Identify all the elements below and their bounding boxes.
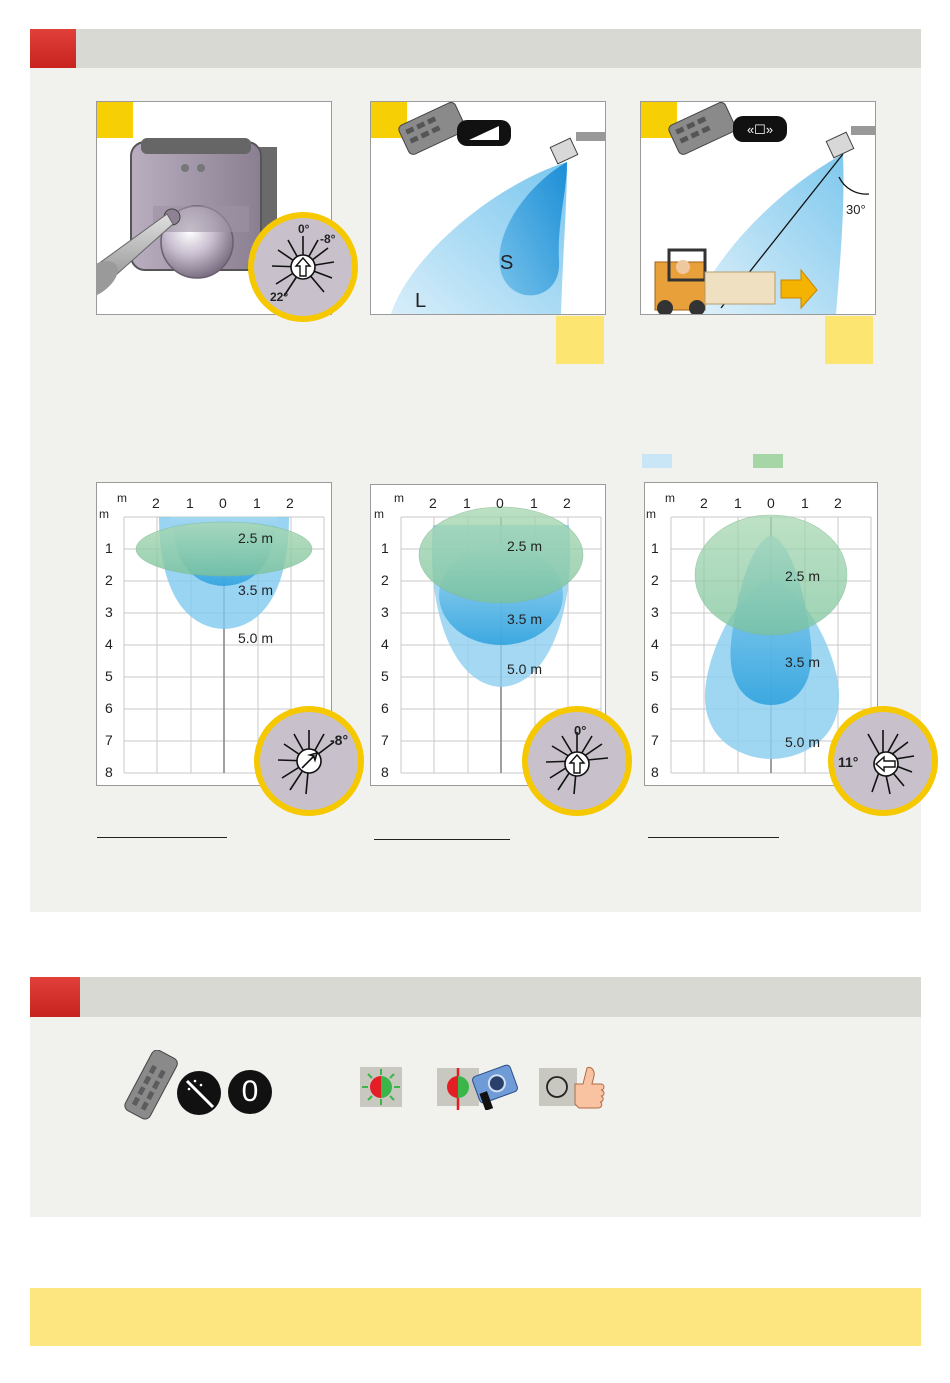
x-tick: 2 xyxy=(700,495,708,511)
legend-swatch-green xyxy=(753,454,783,468)
chart-unit-x: m xyxy=(117,491,127,505)
x-tick: 2 xyxy=(834,495,842,511)
y-tick: 8 xyxy=(651,764,659,780)
magic-wand-icon xyxy=(177,1071,221,1115)
section-1-header xyxy=(30,29,921,68)
svg-text:«☐»: «☐» xyxy=(746,122,774,137)
y-tick: 4 xyxy=(651,636,659,652)
led-blink-icon xyxy=(360,1067,402,1107)
zone-label: 3.5 m xyxy=(238,582,274,598)
section-2-header xyxy=(30,977,921,1017)
x-tick: 1 xyxy=(186,495,194,511)
legend-swatch-blue xyxy=(642,454,672,468)
dial-label: 0° xyxy=(574,723,587,738)
y-tick: 1 xyxy=(381,540,389,556)
thumbs-up-icon xyxy=(539,1062,607,1112)
y-tick: 3 xyxy=(381,604,389,620)
x-tick: 2 xyxy=(152,495,160,511)
y-tick: 7 xyxy=(381,732,389,748)
x-tick: 0 xyxy=(496,495,504,511)
dial-panel-1 xyxy=(248,212,358,322)
x-tick: 1 xyxy=(463,495,471,511)
underline xyxy=(97,837,227,838)
y-tick: 2 xyxy=(105,572,113,588)
chart-unit-x: m xyxy=(394,491,404,505)
dial-chart-2 xyxy=(522,706,632,816)
x-tick: 1 xyxy=(253,495,261,511)
zone-label-l: L xyxy=(415,290,427,312)
zone-label: 2.5 m xyxy=(785,568,821,584)
chart-unit-y: m xyxy=(646,507,656,521)
y-tick: 7 xyxy=(651,732,659,748)
y-tick: 4 xyxy=(105,636,113,652)
underline xyxy=(648,837,779,838)
panel-forklift-detection xyxy=(640,101,876,315)
y-tick: 3 xyxy=(651,604,659,620)
section-1-header-accent xyxy=(30,29,76,68)
x-tick: 1 xyxy=(530,495,538,511)
dial-top-label: 0° xyxy=(298,222,310,236)
x-tick: 0 xyxy=(219,495,227,511)
y-tick: 6 xyxy=(381,700,389,716)
underline xyxy=(374,839,510,840)
dial-right-label: -8° xyxy=(320,232,336,246)
x-tick: 1 xyxy=(801,495,809,511)
y-tick: 8 xyxy=(105,764,113,780)
chart-unit-y: m xyxy=(99,507,109,521)
y-tick: 6 xyxy=(651,700,659,716)
y-tick: 3 xyxy=(105,604,113,620)
range-illustration xyxy=(371,102,605,314)
zone-label-s: S xyxy=(500,252,514,274)
zone-label: 3.5 m xyxy=(785,654,821,670)
y-tick: 6 xyxy=(105,700,113,716)
chart-unit-y: m xyxy=(374,507,384,521)
zone-label: 2.5 m xyxy=(507,538,543,554)
y-tick: 1 xyxy=(651,540,659,556)
forklift-illustration xyxy=(641,102,875,314)
x-tick: 2 xyxy=(286,495,294,511)
y-tick: 5 xyxy=(381,668,389,684)
digit-label: 0 xyxy=(241,1075,259,1108)
x-tick: 2 xyxy=(429,495,437,511)
x-tick: 1 xyxy=(734,495,742,511)
digit-zero-badge xyxy=(228,1070,272,1114)
y-tick: 2 xyxy=(381,572,389,588)
dial-chart-3 xyxy=(828,706,938,816)
step-tag-bottom xyxy=(556,316,604,364)
y-tick: 4 xyxy=(381,636,389,652)
dial-chart-1 xyxy=(254,706,364,816)
dial-label: -8° xyxy=(330,732,349,748)
angle-label: 30° xyxy=(846,202,866,217)
led-camera-icon xyxy=(437,1058,519,1110)
zone-label: 5.0 m xyxy=(785,734,821,750)
arrow-diagonal-icon xyxy=(260,712,358,810)
zone-label: 5.0 m xyxy=(238,630,274,646)
y-tick: 1 xyxy=(105,540,113,556)
dial-label: 11° xyxy=(838,754,859,770)
section-2-header-accent xyxy=(30,977,80,1017)
zone-label: 2.5 m xyxy=(238,530,274,546)
chart-unit-x: m xyxy=(665,491,675,505)
panel-range-setting xyxy=(370,101,606,315)
y-tick: 5 xyxy=(105,668,113,684)
x-tick: 0 xyxy=(767,495,775,511)
y-tick: 7 xyxy=(105,732,113,748)
x-tick: 2 xyxy=(563,495,571,511)
zone-label: 5.0 m xyxy=(507,661,543,677)
dial-bottom-label: 22° xyxy=(270,290,289,304)
y-tick: 5 xyxy=(651,668,659,684)
y-tick: 2 xyxy=(651,572,659,588)
y-tick: 8 xyxy=(381,764,389,780)
step-tag-bottom xyxy=(825,316,873,364)
zone-label: 3.5 m xyxy=(507,611,543,627)
note-bar xyxy=(30,1288,921,1346)
